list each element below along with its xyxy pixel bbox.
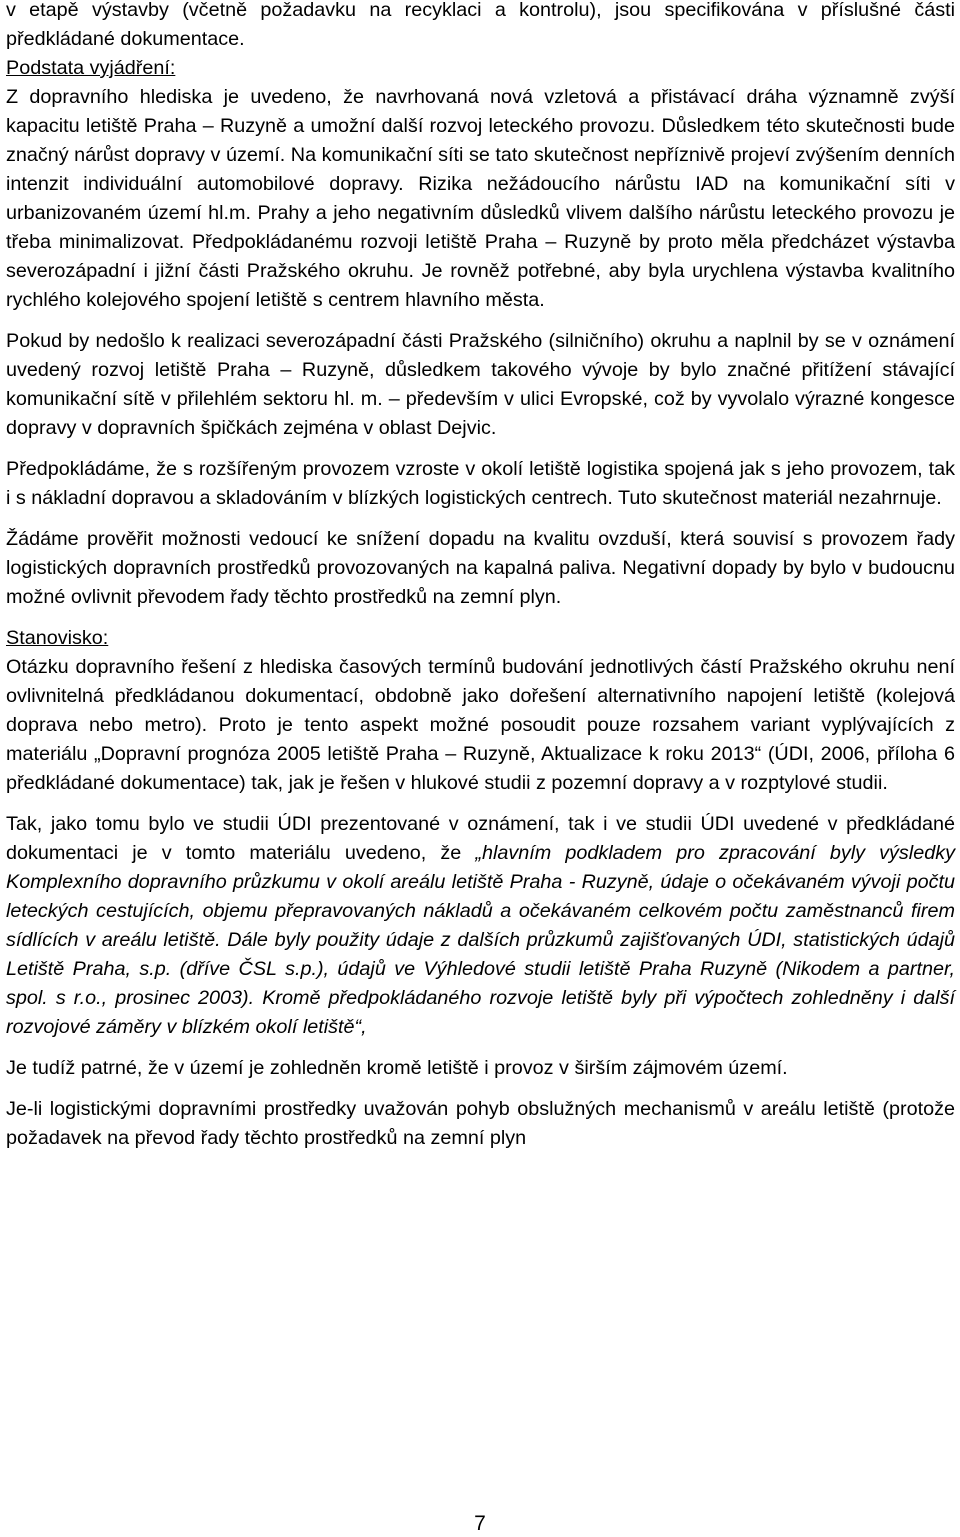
paragraph-okruh: Pokud by nedošlo k realizaci severozápadní části Pražského (silničního) okruhu a naplnil by se v oznámení uvedený rozvoj letiště Praha – Ruzyně, důsledkem takového vývoje by bylo značné přitížení stávající komunikační sítě v přilehlém sektoru hl. m. – především v ulici Evropské, což by vyvolalo výrazné kongesce dopravy v dopravních špičkách zejména v oblast Dejvic. <box>6 330 955 439</box>
stanovisko-label-text: Stanovisko: <box>6 627 109 649</box>
paragraph-logisticke-prostredky: Je-li logistickými dopravními prostředky uvažován pohyb obslužných mechanismů v areálu letiště (protože požadavek na převod řady těchto prostředků na zemní plyn <box>6 1098 955 1149</box>
paragraph-ovzdusi: Žádáme prověřit možnosti vedoucí ke snížení dopadu na kvalitu ovzduší, která souvisí s provozem řady logistických dopravních prostředků provozovaných na kapalná paliva. Negativní dopady by bylo v budoucnu možné ovlivnit převodem řady těchto prostředků na zemní plyn. <box>6 528 955 608</box>
udi-studie-quote: „hlavním podkladem pro zpracování byly výsledky Komplexního dopravního průzkumu v okolí areálu letiště Praha - Ruzyně, údaje o očekávaném vývoji počtu leteckých cestujících, objemu přepravovaných nákladů a očekávaném celkovém počtu zaměstnanců firem sídlících v areálu letiště. Dále byly použity údaje z dalších průzkumů zajišťovaných ÚDI, statistických údajů Letiště Praha, s.p. (dříve ČSL s.p.), údajů ve Výhledové studii letiště Praha Ruzyně (Nikodem a partner, spol. s r.o., prosinec 2003). Kromě předpokládaného rozvoje letiště byly při výpočtech zohledněny i další rozvojové záměry v blízkém okolí letiště“, <box>6 842 955 1038</box>
paragraph-intro: v etapě výstavby (včetně požadavku na recyklaci a kontrolu), jsou specifikována v příslušné části předkládané dokumentace. <box>6 0 955 50</box>
paragraph-zohledneni: Je tudíž patrné, že v území je zohledněn kromě letiště i provoz v širším zájmovém území. <box>6 1057 788 1079</box>
udi-studie-text: Tak, jako tomu bylo ve studii ÚDI prezentované v oznámení, tak i ve studii ÚDI uvedené v předkládané dokumentaci je v tomto materiálu uvedeno, že <box>6 813 955 864</box>
document-page <box>6 0 955 1153</box>
section-label-podstata: Podstata vyjádření: <box>6 57 176 79</box>
paragraph-logistika: Předpokládáme, že s rozšířeným provozem vzroste v okolí letiště logistika spojená jak s jeho provozem, tak i s nákladní dopravou a skladováním v blízkých logistických centrech. Tuto skutečnost materiál nezahrnuje. <box>6 458 955 509</box>
paragraph-podstata: Z dopravního hlediska je uvedeno, že navrhovaná nová vzletová a přistávací dráha významně zvýší kapacitu letiště Praha – Ruzyně a umožní další rozvoj leteckého provozu. Důsledkem této skutečnosti bude značný nárůst dopravy v území. Na komunikační síti se tato skutečnost nepříznivě projeví zvýšením denních intenzit individuální automobilové dopravy. Rizika nežádoucího nárůstu IAD na komunikační síti v urbanizovaném území hl.m. Prahy a jeho negativním důsledků vlivem dalšího nárůstu leteckého provozu je třeba minimalizovat. Předpokládanému rozvoji letiště Praha – Ruzyně by proto měla předcházet výstavba severozápadní i jižní části Pražského okruhu. Je rovněž potřebné, aby byla urychlena výstavba kvalitního rychlého kolejového spojení letiště s centrem hlavního města. <box>6 86 955 311</box>
paragraph-stanovisko: Otázku dopravního řešení z hlediska časových termínů budování jednotlivých částí Pražského okruhu není ovlivnitelná předkládanou dokumentací, obdobně jako dořešení alternativního napojení letiště (kolejová doprava nebo metro). Proto je tento aspekt možné posoudit pouze rozsahem variant vyplývajících z materiálu „Dopravní prognóza 2005 letiště Praha – Ruzyně, Aktualizace k roku 2013“ (ÚDI, 2006, příloha 6 předkládané dokumentace) tak, jak je řešen v hlukové studii z pozemní dopravy a v rozptylové studii. <box>6 656 955 794</box>
section-label-stanovisko <box>6 624 955 653</box>
paragraph-udi-studie <box>6 810 955 1042</box>
page-number: 7 <box>474 1512 486 1535</box>
